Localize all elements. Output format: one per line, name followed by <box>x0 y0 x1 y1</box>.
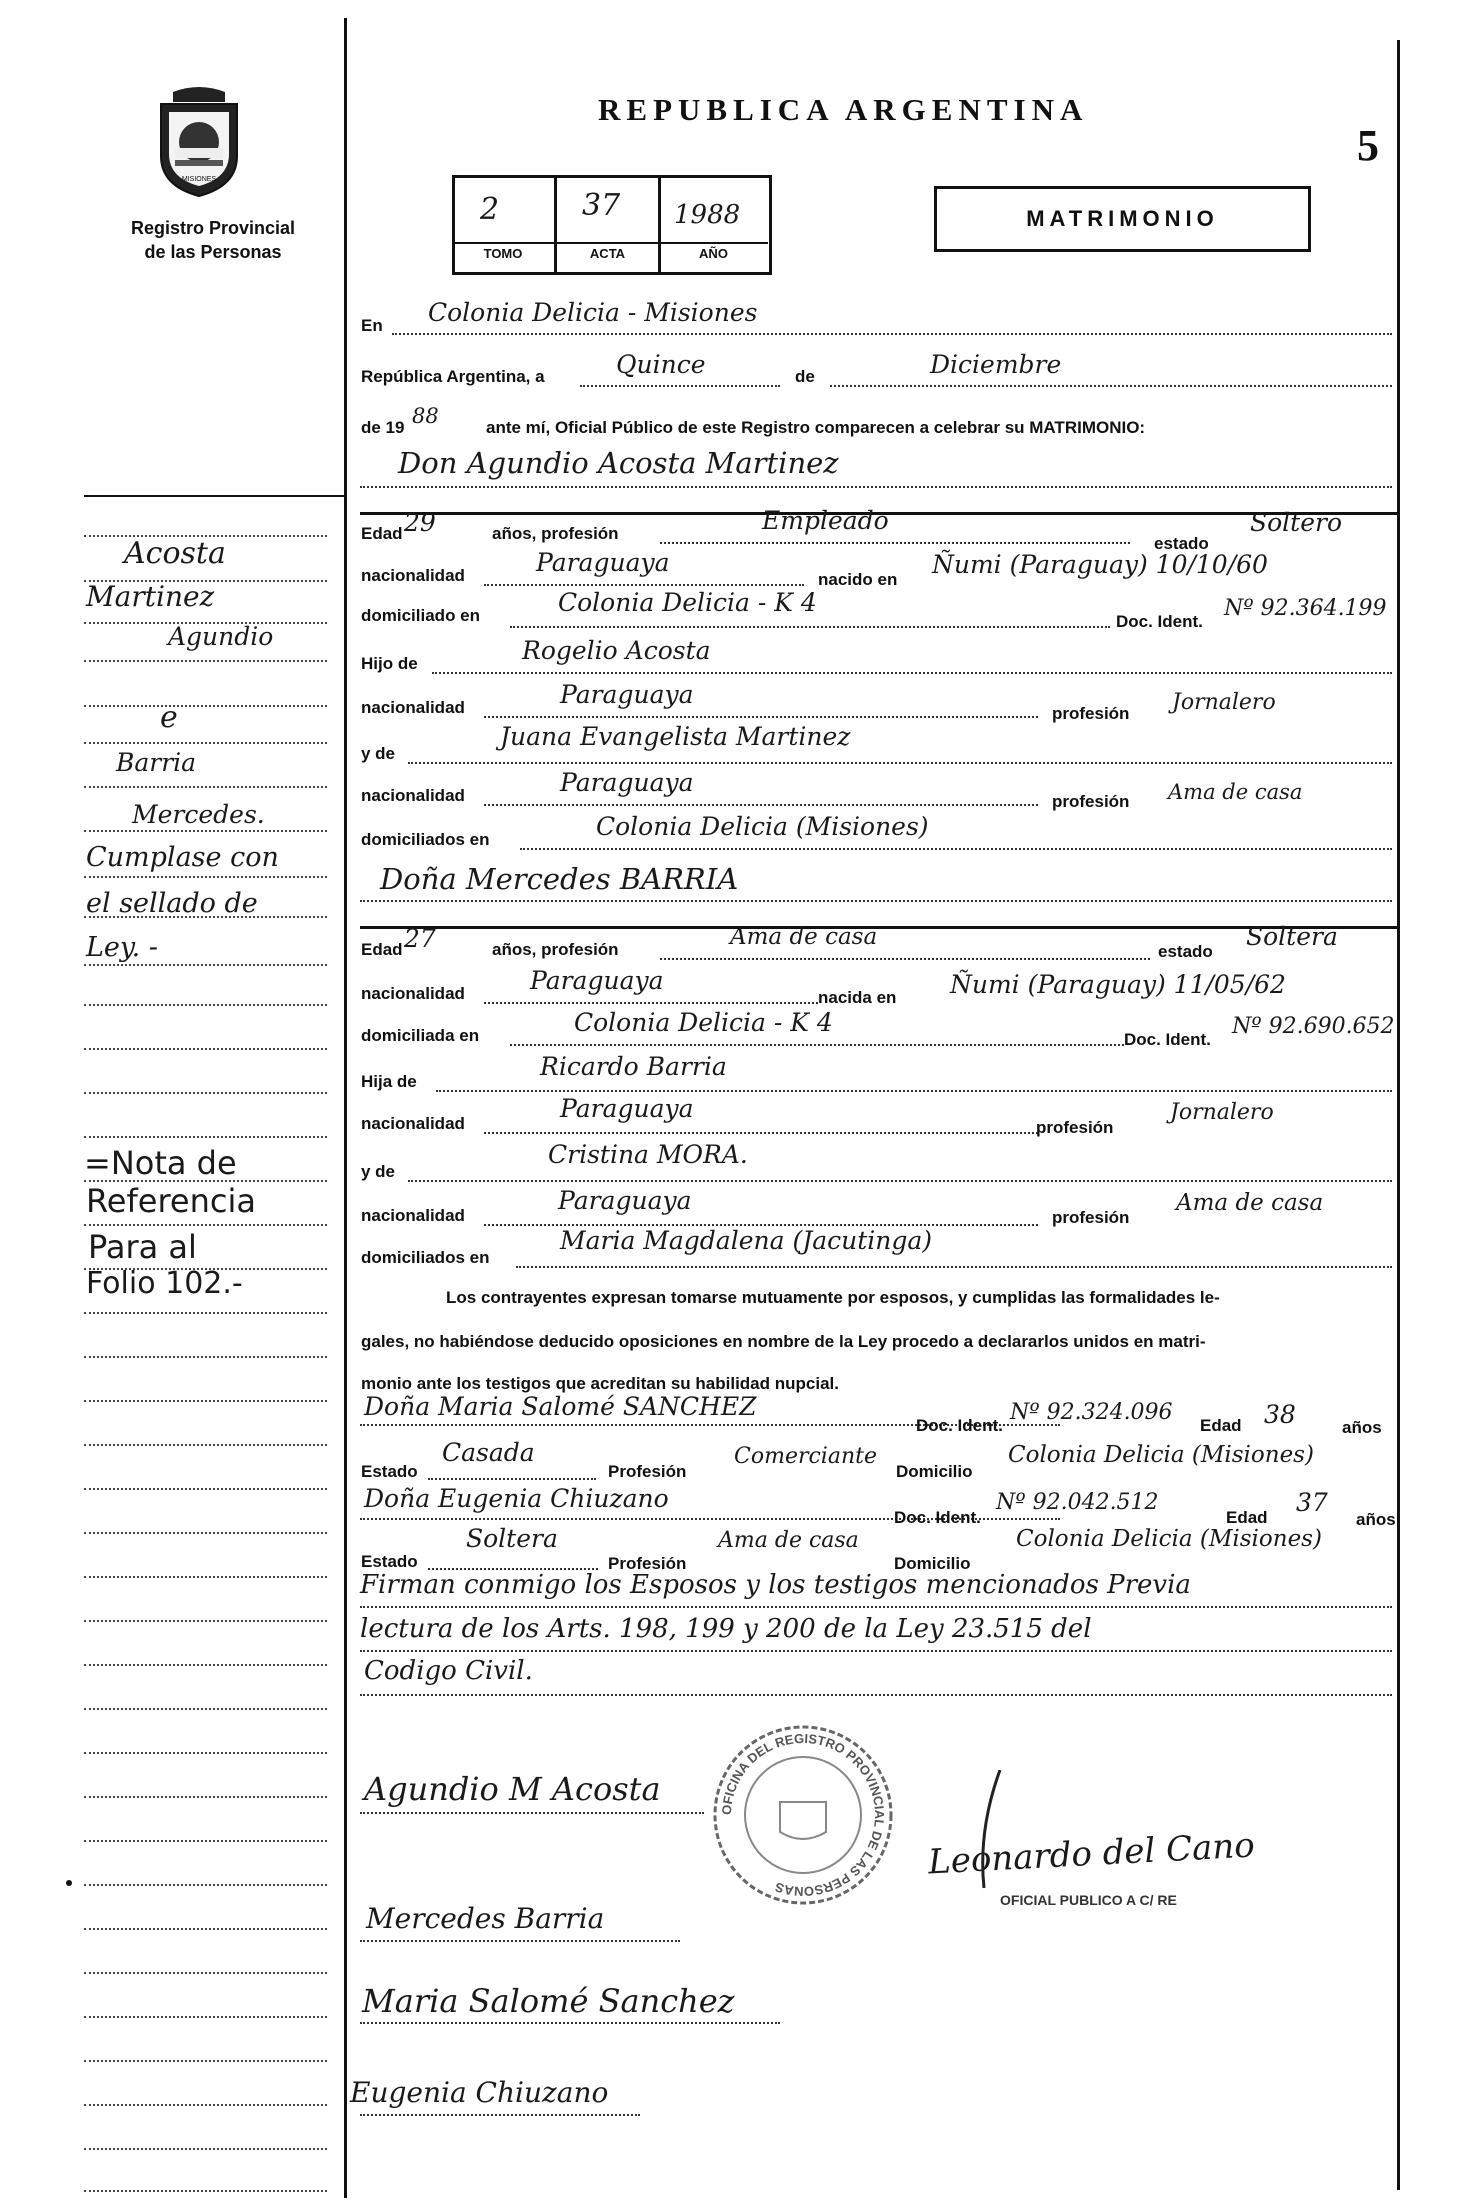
margin-rule-6 <box>84 742 327 744</box>
ano-value: 1988 <box>674 200 741 230</box>
closing-line-3-rule <box>360 1694 1392 1696</box>
margin-rule-33 <box>84 1928 327 1930</box>
signature-groom: Agundio M Acosta <box>364 1770 661 1808</box>
witness1-estado-line <box>428 1478 596 1480</box>
page-number: 5 <box>1357 121 1379 170</box>
bride-doc: Nº 92.690.652 <box>1232 1014 1395 1039</box>
bride-edad-label: Edad <box>361 940 403 959</box>
margin-rule-13 <box>84 1048 327 1050</box>
signature-line-1 <box>360 1812 704 1814</box>
official-signature-stroke <box>960 1770 1020 1890</box>
margin-note-stamp-1: Cumplase con <box>86 842 279 873</box>
closing-line-2-rule <box>360 1650 1392 1652</box>
witness2-edad-label: Edad <box>1226 1508 1268 1527</box>
acta-label: ACTA <box>589 246 626 261</box>
bride-mother-prof: Ama de casa <box>1176 1190 1324 1216</box>
margin-rule-37 <box>84 2104 327 2106</box>
record-type-box <box>934 186 1311 252</box>
bride-nationality-line <box>484 1002 818 1004</box>
declaration-line-2: gales, no habiéndose deducido oposiciones en nombre de la Ley procedo a declararlos unidos en matri- <box>361 1332 1206 1351</box>
witness2-estado: Soltera <box>466 1524 558 1553</box>
tomo-label: TOMO <box>483 246 523 261</box>
margin-note-reference-2: Referencia <box>86 1182 256 1220</box>
bride-parents-dom-label: domiciliados en <box>361 1248 490 1267</box>
margin-rule-20 <box>84 1356 327 1358</box>
witness1-prof-label: Profesión <box>608 1462 687 1481</box>
acta-value: 37 <box>582 188 621 223</box>
bride-parents-dom: Maria Magdalena (Jacutinga) <box>560 1226 933 1255</box>
witness1-name: Doña Maria Salomé SANCHEZ <box>364 1392 757 1421</box>
month-line <box>830 385 1392 387</box>
witness1-estado-label: Estado <box>361 1462 418 1481</box>
bride-father-line <box>436 1090 1392 1092</box>
margin-dot-mark <box>66 1880 72 1886</box>
bride-mother-prof-label: profesión <box>1052 1208 1130 1227</box>
groom-parents-dom-line <box>520 848 1392 850</box>
margin-note-surname-2: Martinez <box>86 580 215 613</box>
groom-edad-label: Edad <box>361 524 403 543</box>
bride-domicilio-label: domiciliada en <box>361 1026 480 1045</box>
margin-note-surname-1: Acosta <box>124 536 226 571</box>
closing-line-2: lectura de los Arts. 198, 199 y 200 de la Ley 23.515 del <box>360 1614 1092 1644</box>
document-title: REPUBLICA ARGENTINA <box>598 92 1089 127</box>
witness1-estado: Casada <box>442 1438 535 1467</box>
groom-mother: Juana Evangelista Martinez <box>500 722 851 751</box>
bride-section-rule <box>360 926 1397 929</box>
groom-mother-prof-label: profesión <box>1052 792 1130 811</box>
margin-note-stamp-2: el sellado de <box>86 888 258 919</box>
bride-parents-dom-line <box>516 1266 1392 1268</box>
seal-text: OFICINA DEL REGISTRO PROVINCIAL DE LAS PERSONAS <box>718 1730 888 1900</box>
witness1-edad-label: Edad <box>1200 1416 1242 1435</box>
bride-mother-nat-label: nacionalidad <box>361 1206 465 1225</box>
margin-rule-5 <box>84 705 327 707</box>
witness2-estado-label: Estado <box>361 1552 418 1571</box>
official-signature: Leonardo del Cano <box>927 1825 1256 1883</box>
witness2-prof: Ama de casa <box>718 1528 859 1553</box>
groom-nacido-label: nacido en <box>818 570 898 589</box>
bride-estado: Soltera <box>1246 922 1338 951</box>
margin-rule-14 <box>84 1092 327 1094</box>
groom-father-nat-label: nacionalidad <box>361 698 465 717</box>
groom-mother-prof: Ama de casa <box>1168 780 1303 804</box>
bride-anos-profesion-label: años, profesión <box>492 940 619 959</box>
appearance-statement: ante mí, Oficial Público de este Registro comparecen a celebrar su MATRIMONIO: <box>486 418 1146 437</box>
witness1-doc-label: Doc. Ident. <box>916 1416 1003 1435</box>
margin-rule-26 <box>84 1620 327 1622</box>
hija-de-label: Hija de <box>361 1072 417 1091</box>
closing-line-1-rule <box>360 1606 1392 1608</box>
bride-mother-line <box>408 1180 1392 1182</box>
place-line <box>392 333 1392 335</box>
witness1-doc: Nº 92.324.096 <box>1010 1400 1173 1425</box>
groom-birthplace: Ñumi (Paraguay) 10/10/60 <box>932 550 1268 579</box>
groom-father: Rogelio Acosta <box>522 636 711 665</box>
margin-rule-12 <box>84 1004 327 1006</box>
signature-witness2: Eugenia Chiuzano <box>350 2076 609 2109</box>
groom-father-line <box>432 672 1392 674</box>
record-type-label: MATRIMONIO <box>1026 206 1219 231</box>
bride-birthplace: Ñumi (Paraguay) 11/05/62 <box>950 970 1286 999</box>
margin-rule-21 <box>84 1400 327 1402</box>
margin-rule-19 <box>84 1312 327 1314</box>
closing-line-1: Firman conmigo los Esposos y los testigos mencionados Previa <box>360 1570 1191 1600</box>
margin-rule-30 <box>84 1796 327 1798</box>
day-line <box>580 385 780 387</box>
bride-y-de-label: y de <box>361 1162 396 1181</box>
groom-profession-line <box>660 542 1130 544</box>
bride-estado-label: estado <box>1158 942 1213 961</box>
tomo-value: 2 <box>480 192 500 227</box>
groom-estado-label: estado <box>1154 534 1209 553</box>
bride-age: 27 <box>404 924 436 953</box>
groom-father-prof: Jornalero <box>1172 690 1276 715</box>
coat-of-arms-logo <box>153 86 245 198</box>
witness2-doc: Nº 92.042.512 <box>996 1490 1159 1515</box>
groom-parents-dom: Colonia Delicia (Misiones) <box>596 812 929 841</box>
margin-vertical-rule <box>344 18 347 2198</box>
margin-note-stamp-3: Ley. - <box>86 932 158 963</box>
witness1-prof: Comerciante <box>734 1444 877 1469</box>
groom-nationality: Paraguaya <box>536 548 670 577</box>
registry-seal <box>710 1722 896 1908</box>
margin-rule-32 <box>84 1884 327 1886</box>
groom-father-nat-line <box>484 716 1038 718</box>
ano-label: AÑO <box>699 246 728 261</box>
groom-name-line <box>360 486 1392 488</box>
witness2-prof-label: Profesión <box>608 1554 687 1573</box>
margin-note-bride-surname: Barria <box>116 748 197 777</box>
groom-doc: Nº 92.364.199 <box>1224 596 1387 621</box>
margin-note-bride-name: Mercedes. <box>132 800 265 829</box>
signature-witness1: Maria Salomé Sanchez <box>362 1982 735 2020</box>
margin-note-and: e <box>160 700 178 735</box>
margin-rule-4 <box>84 660 327 662</box>
svg-text:MISIONES: MISIONES <box>181 176 217 183</box>
margin-rule-39 <box>84 2190 327 2192</box>
bride-mother-nat: Paraguaya <box>558 1186 692 1215</box>
groom-nacionalidad-label: nacionalidad <box>361 566 465 585</box>
record-box-label-line <box>452 242 768 244</box>
witness1-age: 38 <box>1264 1400 1296 1429</box>
bride-mother: Cristina MORA. <box>548 1140 748 1169</box>
groom-doc-label: Doc. Ident. <box>1116 612 1203 631</box>
margin-rule-24 <box>84 1532 327 1534</box>
groom-profession: Empleado <box>762 506 889 535</box>
en-label: En <box>361 316 383 335</box>
witness2-dom: Colonia Delicia (Misiones) <box>1016 1526 1322 1552</box>
margin-rule-35 <box>84 2016 327 2018</box>
margin-rule-28 <box>84 1708 327 1710</box>
bride-nacida-label: nacida en <box>818 988 897 1007</box>
witness1-dom-label: Domicilio <box>896 1462 973 1481</box>
margin-rule-38 <box>84 2148 327 2150</box>
declaration-line-1: Los contrayentes expresan tomarse mutuamente por esposos, y cumplidas las formalidades le- <box>446 1288 1220 1307</box>
margin-rule-17 <box>84 1224 327 1226</box>
witness2-name: Doña Eugenia Chiuzano <box>364 1484 669 1513</box>
bride-father-prof: Jornalero <box>1170 1100 1274 1125</box>
groom-anos-profesion-label: años, profesión <box>492 524 619 543</box>
witness1-dom: Colonia Delicia (Misiones) <box>1008 1442 1314 1468</box>
right-vertical-rule <box>1397 40 1400 2190</box>
year-prefix: de 19 <box>361 418 405 437</box>
groom-name: Don Agundio Acosta Martinez <box>398 446 839 480</box>
bride-address-line <box>510 1044 1124 1046</box>
bride-name: Doña Mercedes BARRIA <box>380 862 739 896</box>
margin-rule-34 <box>84 1972 327 1974</box>
de-label: de <box>795 367 815 386</box>
bride-father-nat: Paraguaya <box>560 1094 694 1123</box>
month-value: Diciembre <box>930 350 1062 379</box>
margin-rule-36 <box>84 2060 327 2062</box>
signature-bride: Mercedes Barria <box>366 1902 605 1935</box>
margin-rule-15 <box>84 1136 327 1138</box>
groom-mother-line <box>408 762 1392 764</box>
margin-rule-8 <box>84 830 327 832</box>
margin-rule-11 <box>84 964 327 966</box>
bride-address: Colonia Delicia - K 4 <box>574 1008 833 1037</box>
groom-estado: Soltero <box>1250 508 1343 537</box>
signature-line-2 <box>360 1940 680 1942</box>
signature-line-3 <box>360 2022 780 2024</box>
groom-age: 29 <box>404 508 436 537</box>
hijo-de-label: Hijo de <box>361 654 418 673</box>
official-stamp: OFICIAL PUBLICO A C/ RE <box>1000 1892 1177 1908</box>
groom-mother-nat: Paraguaya <box>560 768 694 797</box>
bride-nationality: Paraguaya <box>530 966 664 995</box>
bride-father-prof-label: profesión <box>1036 1118 1114 1137</box>
groom-father-nat: Paraguaya <box>560 680 694 709</box>
republica-label: República Argentina, a <box>361 367 545 386</box>
bride-profession-line <box>660 958 1150 960</box>
margin-rule-25 <box>84 1576 327 1578</box>
groom-mother-nat-line <box>484 804 1038 806</box>
bride-father-nat-label: nacionalidad <box>361 1114 465 1133</box>
margin-rule-22 <box>84 1444 327 1446</box>
bride-name-line <box>360 900 1392 902</box>
margin-rule-23 <box>84 1488 327 1490</box>
declaration-line-3: monio ante los testigos que acreditan su habilidad nupcial. <box>361 1374 839 1393</box>
margin-note-reference-4: Folio 102.- <box>86 1266 243 1301</box>
margin-rule-29 <box>84 1752 327 1754</box>
signature-line-4 <box>360 2114 640 2116</box>
groom-nationality-line <box>484 584 804 586</box>
groom-address-line <box>510 626 1110 628</box>
registry-name-line1: Registro Provincial <box>130 218 296 238</box>
margin-note-reference-3: Para al <box>88 1228 197 1266</box>
groom-y-de-label: y de <box>361 744 396 763</box>
groom-parents-dom-label: domiciliados en <box>361 830 490 849</box>
registry-name-line2: de las Personas <box>144 242 282 262</box>
day-value: Quince <box>616 350 706 379</box>
groom-address: Colonia Delicia - K 4 <box>558 588 817 617</box>
witness1-anos-label: años <box>1342 1418 1382 1437</box>
groom-mother-nat-label: nacionalidad <box>361 786 465 805</box>
bride-father: Ricardo Barria <box>540 1052 727 1081</box>
margin-note-given-name: Agundio <box>168 622 274 651</box>
groom-domicilio-label: domiciliado en <box>361 606 481 625</box>
margin-rule-9 <box>84 876 327 878</box>
witness2-age: 37 <box>1296 1488 1328 1517</box>
margin-rule-7 <box>84 786 327 788</box>
bride-nacionalidad-label: nacionalidad <box>361 984 465 1003</box>
margin-rule-31 <box>84 1840 327 1842</box>
bride-doc-label: Doc. Ident. <box>1124 1030 1211 1049</box>
closing-line-3: Codigo Civil. <box>364 1656 533 1686</box>
place-value: Colonia Delicia - Misiones <box>428 298 758 327</box>
witness2-anos-label: años <box>1356 1510 1396 1529</box>
margin-note-reference-1: =Nota de <box>84 1144 237 1182</box>
year-suffix: 88 <box>412 404 439 428</box>
witness2-doc-label: Doc. Ident. <box>894 1508 981 1527</box>
margin-top-rule <box>84 495 346 497</box>
witness2-dom-label: Domicilio <box>894 1554 971 1573</box>
margin-rule-27 <box>84 1664 327 1666</box>
groom-father-prof-label: profesión <box>1052 704 1130 723</box>
bride-father-nat-line <box>484 1132 1038 1134</box>
bride-profession: Ama de casa <box>730 924 878 950</box>
